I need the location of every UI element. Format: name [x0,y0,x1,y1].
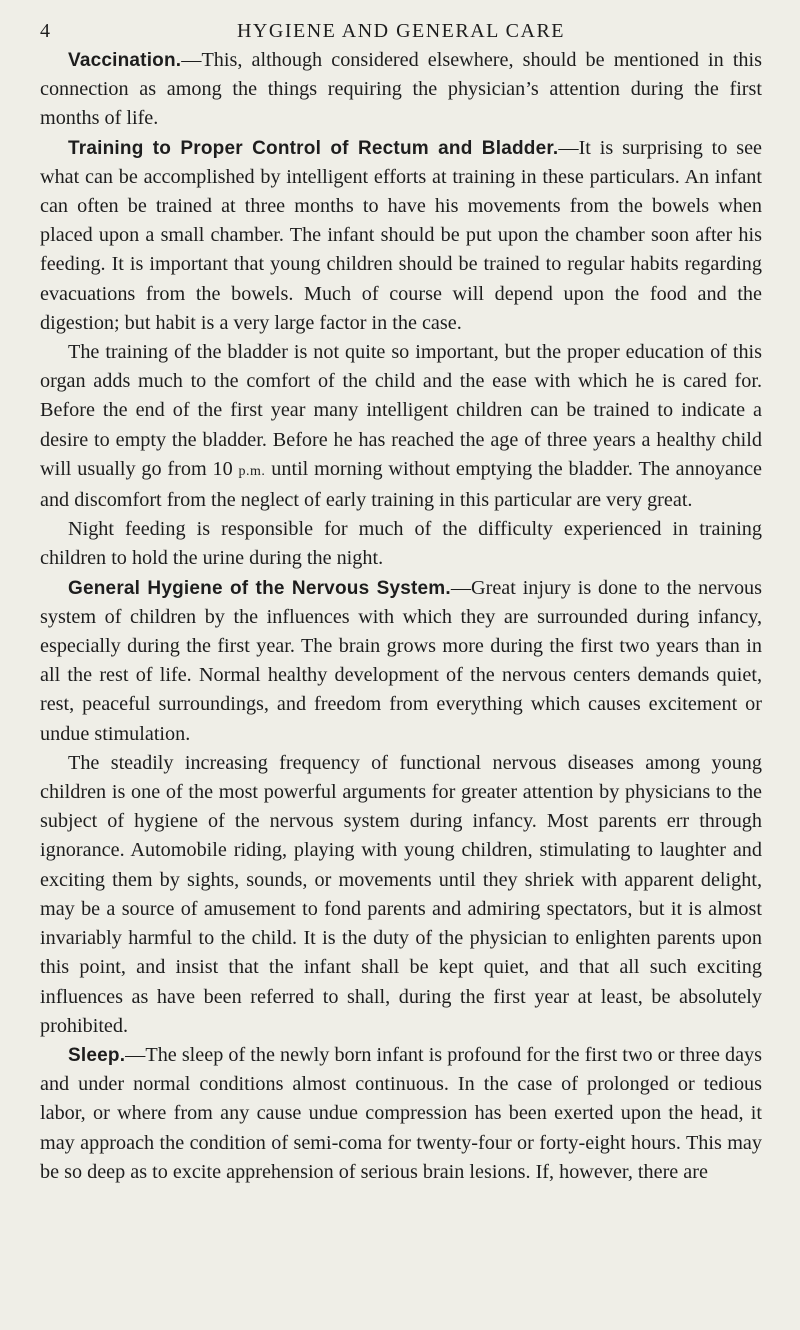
section-heading: Sleep. [68,1044,126,1066]
paragraph-text: Night feeding is responsible for much of the difficulty experienced in training children to hold the urine during the night. [40,518,762,570]
section-heading: General Hygiene of the Nervous System. [68,577,451,599]
paragraph-vaccination [40,46,762,134]
paragraph-text: until morning without emptying the bladder. The annoyance and discomfort from the neglect of early training in this particular are very great. [40,457,762,512]
body-text [40,46,762,1187]
section-heading: Vaccination. [68,50,182,71]
paragraph-text: —This, although considered elsewhere, should be mentioned in this connection as among the things requiring the physician’s attention during the first months of life. [40,49,762,130]
paragraph-nervous-system [40,574,762,749]
paragraph-text: The training of the bladder is not quite so important, but the proper education of this organ adds much to the comfort of the child and the ease with which he is cared for. Before the end of the first year many intelligent children can be trained to indicate a desire to empty the bladder. Before he has reached the age of three years a healthy child will usually go from 10 [40,341,762,480]
section-heading: Training to Proper Control of Rectum and Bladder. [68,137,559,159]
paragraph-training [40,134,762,338]
page-number: 4 [40,20,52,42]
page-header [40,12,762,46]
time-abbreviation: p.m. [238,463,266,479]
paragraph-text: The steadily increasing frequency of functional nervous diseases among young children is one of the most powerful arguments for greater attention by physicians to the subject of hygiene of the nervous system during infancy. Most parents err through ignorance. Automobile riding, playing with young children, stimulating to laughter and exciting them by sights, sounds, or movements until they shriek with apparent delight, may be a source of amusement to fond parents and admiring spectators, but it is almost invariably harmful to the child. It is the duty of the physician to enlighten parents upon this point, and insist that the infant shall be kept quiet, and that all such exciting influences as have been referred to shall, during the first year at least, be absolutely prohibited. [40,751,762,1037]
paragraph-text: —Great injury is done to the nervous system of children by the influences with which they are surrounded during infancy, especially during the first year. The brain grows more during the first two years than in all the rest of life. Normal healthy development of the nervous centers demands quiet, rest, peaceful surroundings, and freedom from everything which causes excitement or undue stimulation. [40,576,762,745]
paragraph-functional-diseases [40,749,762,1041]
paragraph-sleep [40,1041,762,1187]
paragraph-text: —The sleep of the newly born infant is profound for the first two or three days and under normal conditions almost continuous. In the case of prolonged or tedious labor, or where from any cause undue compression has been exerted upon the head, it may approach the condition of semi-coma for twenty-four or forty-eight hours. This may be so deep as to excite apprehension of serious brain lesions. If, however, there are [40,1043,762,1183]
paragraph-bladder [40,338,762,515]
paragraph-night-feeding [40,515,762,573]
paragraph-text: —It is surprising to see what can be accomplished by intelligent efforts at training in these particulars. An infant can often be trained at three months to have his movements from the bowels when placed upon a small chamber. The infant should be put upon the chamber soon after his feeding. It is important that young children should be trained to regular habits regarding evacuations from the bowels. Much of course will depend upon the food and the digestion; but habit is a very large factor in the case. [40,136,762,334]
running-head: HYGIENE AND GENERAL CARE [236,20,565,42]
